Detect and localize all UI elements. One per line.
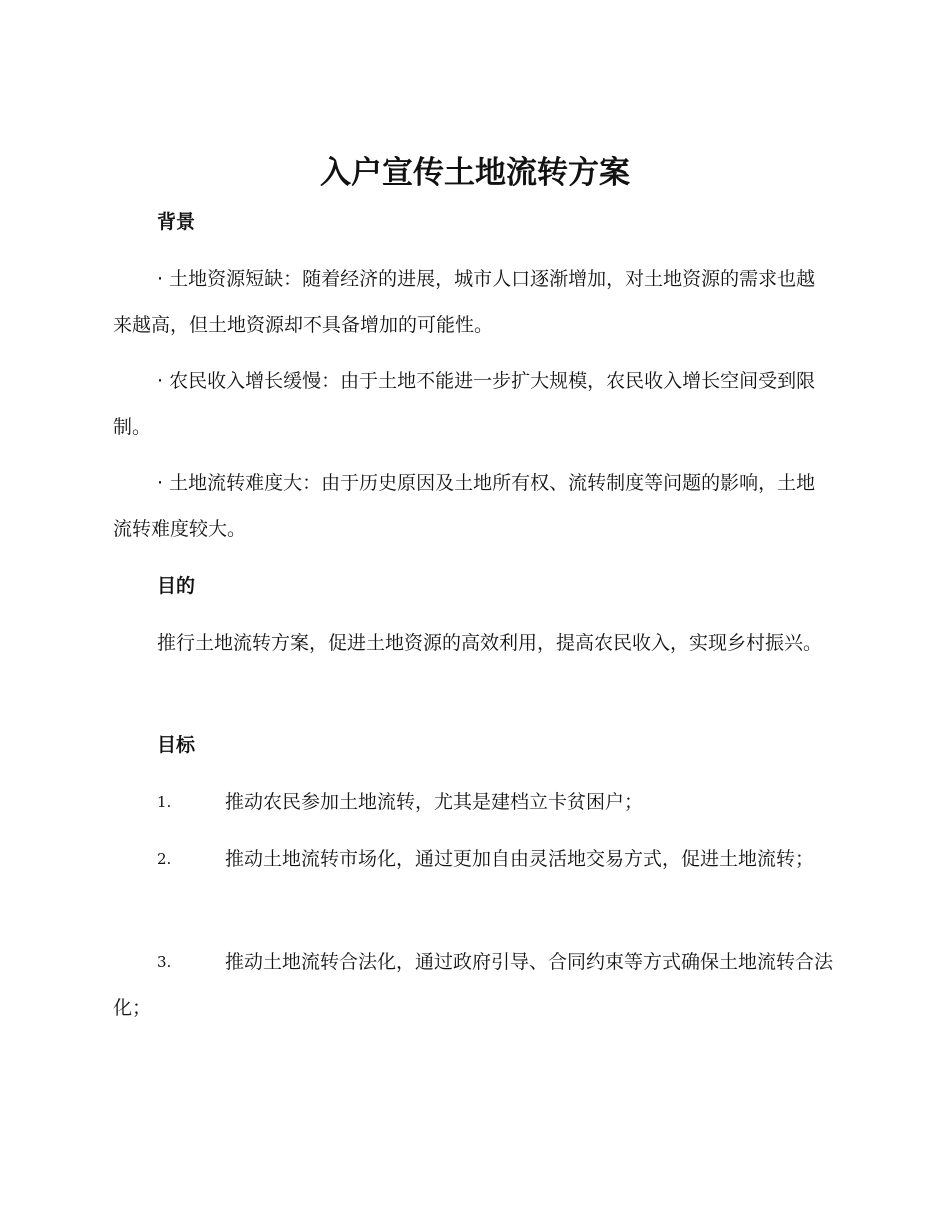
- goal-item-text: 推动土地流转合法化，通过政府引导、合同约束等方式确保土地流转合法化；: [113, 951, 834, 1019]
- goal-item-1: [113, 779, 838, 825]
- goal-item-number: 2.: [157, 850, 172, 868]
- background-bullet-1: · 土地资源短缺：随着经济的进展，城市人口逐渐增加，对土地资源的需求也越来越高，但土地资源却不具备增加的可能性。: [113, 268, 816, 336]
- section-heading-goals: 目标: [157, 734, 196, 756]
- section-heading-background: 背景: [157, 211, 196, 233]
- background-bullet-2: · 农民收入增长缓慢：由于土地不能进一步扩大规模，农民收入增长空间受到限制。: [113, 370, 816, 438]
- goal-item-number: 1.: [157, 793, 172, 811]
- goal-item-text: 推动土地流转市场化，通过更加自由灵活地交易方式，促进土地流转；: [225, 848, 815, 870]
- goal-item-text: 推动农民参加土地流转，尤其是建档立卡贫困户；: [225, 791, 644, 813]
- purpose-paragraph: 推行土地流转方案，促进土地资源的高效利用，提高农民收入，实现乡村振兴。: [157, 632, 823, 654]
- goal-item-2: [113, 836, 838, 882]
- background-bullet-3: · 土地流转难度大：由于历史原因及土地所有权、流转制度等问题的影响，土地流转难度较大。: [113, 472, 816, 540]
- document-title: 入户宣传土地流转方案: [320, 155, 630, 191]
- goal-item-3: [113, 939, 838, 1031]
- section-heading-purpose: 目的: [157, 575, 196, 597]
- goal-item-number: 3.: [157, 953, 172, 971]
